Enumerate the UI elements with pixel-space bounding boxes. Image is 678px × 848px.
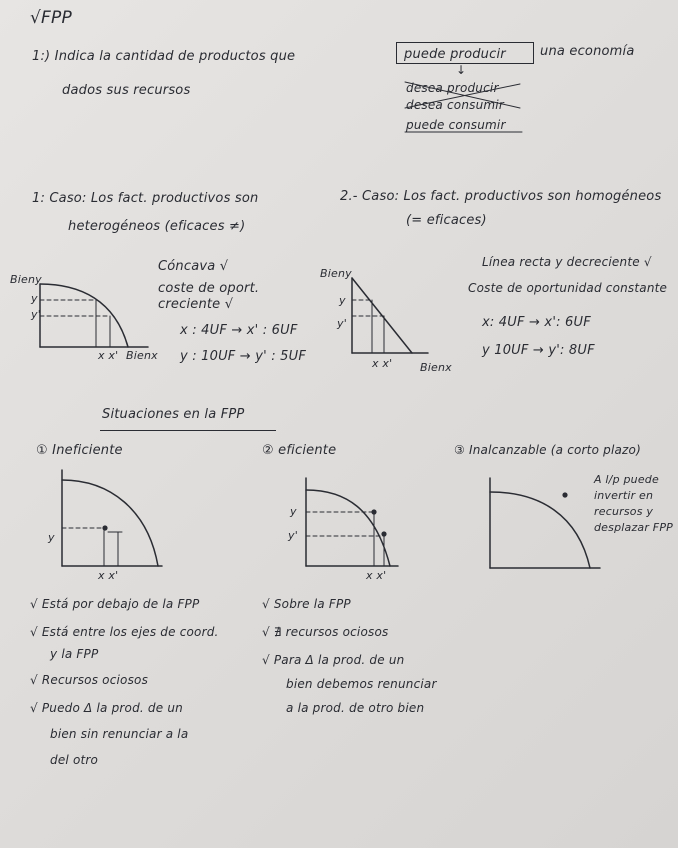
- case1-note-concave: Cóncava √: [158, 259, 229, 274]
- situation3-title: ③ Inalcanzable (a corto plazo): [454, 443, 641, 457]
- case1-y-axis-label: Bieny: [10, 273, 42, 286]
- not-desea-producir: desea producir: [406, 81, 499, 95]
- s2-point-4: bien debemos renunciar: [286, 677, 437, 691]
- s1-point-5: √ Puedo Δ la prod. de un: [30, 701, 183, 715]
- case2-y2-tick: y': [337, 317, 347, 330]
- s2-point-1: √ Sobre la FPP: [262, 597, 351, 611]
- s2-point-5: a la prod. de otro bien: [286, 701, 425, 715]
- case1-x-axis-label: Bienx: [126, 349, 158, 362]
- situation1-x-ticks: x x': [98, 569, 119, 582]
- not-puede-consumir: puede consumir: [406, 118, 506, 132]
- case2-note-cost: Coste de oportunidad constante: [468, 281, 668, 295]
- situation2-y2-tick: y': [288, 529, 298, 542]
- case2-y-tick: y: [339, 294, 346, 307]
- case1-eq-x: x : 4UF → x' : 6UF: [180, 323, 298, 338]
- case2-y-axis-label: Bieny: [320, 267, 352, 280]
- down-arrow: ↓: [456, 63, 467, 77]
- case2-x-ticks: x x': [372, 357, 393, 370]
- case1-title-line2: heterogéneos (eficaces ≠): [68, 219, 246, 234]
- case1-y-tick: y: [31, 292, 38, 305]
- s2-point-2: √ ∄ recursos ociosos: [262, 625, 389, 639]
- situation3-note-2: invertir en: [594, 489, 654, 502]
- case1-eq-y: y : 10UF → y' : 5UF: [180, 349, 307, 364]
- s2-point-3: √ Para Δ la prod. de un: [262, 653, 405, 667]
- situation3-note-4: desplazar FPP: [594, 521, 673, 534]
- s1-point-3: y la FPP: [50, 647, 99, 661]
- situation2-y-tick: y: [290, 505, 297, 518]
- s1-point-1: √ Está por debajo de la FPP: [30, 597, 200, 611]
- case1-note-cost: coste de oport.: [158, 281, 260, 296]
- situation3-note-3: recursos y: [594, 505, 654, 518]
- case2-eq-y: y 10UF → y': 8UF: [482, 343, 595, 358]
- case1-note-increasing: creciente √: [158, 297, 234, 312]
- case1-y2-tick: y': [31, 308, 41, 321]
- situations-heading: Situaciones en la FPP: [102, 407, 245, 422]
- case1-x-ticks: x x': [98, 349, 119, 362]
- situation1-y-tick: y: [48, 531, 55, 544]
- s1-point-2: √ Está entre los ejes de coord.: [30, 625, 219, 639]
- definition-line1-end: una economía: [540, 44, 635, 59]
- definition-line2: dados sus recursos: [62, 83, 191, 98]
- case1-title-line1: 1: Caso: Los fact. productivos son: [32, 191, 259, 206]
- situation2-title: ② eficiente: [262, 443, 337, 458]
- case2-note-line: Línea recta y decreciente √: [482, 255, 652, 269]
- case2-title-line1: 2.- Caso: Los fact. productivos son homogéneos: [340, 189, 662, 204]
- definition-line1: 1:) Indica la cantidad de productos que: [32, 49, 296, 64]
- s1-point-7: del otro: [50, 753, 99, 767]
- page-title: √FPP: [30, 8, 72, 28]
- case2-eq-x: x: 4UF → x': 6UF: [482, 315, 591, 330]
- situation1-title: ① Ineficiente: [36, 443, 123, 458]
- case2-x-axis-label: Bienx: [420, 361, 452, 374]
- definition-boxed-phrase: puede producir: [404, 47, 506, 62]
- s1-point-6: bien sin renunciar a la: [50, 727, 189, 741]
- situation2-x-ticks: x x': [366, 569, 387, 582]
- situation3-note-1: A l/p puede: [594, 473, 659, 486]
- s1-point-4: √ Recursos ociosos: [30, 673, 149, 687]
- case2-title-line2: (= eficaces): [406, 213, 487, 228]
- not-desea-consumir: desea consumir: [406, 98, 504, 112]
